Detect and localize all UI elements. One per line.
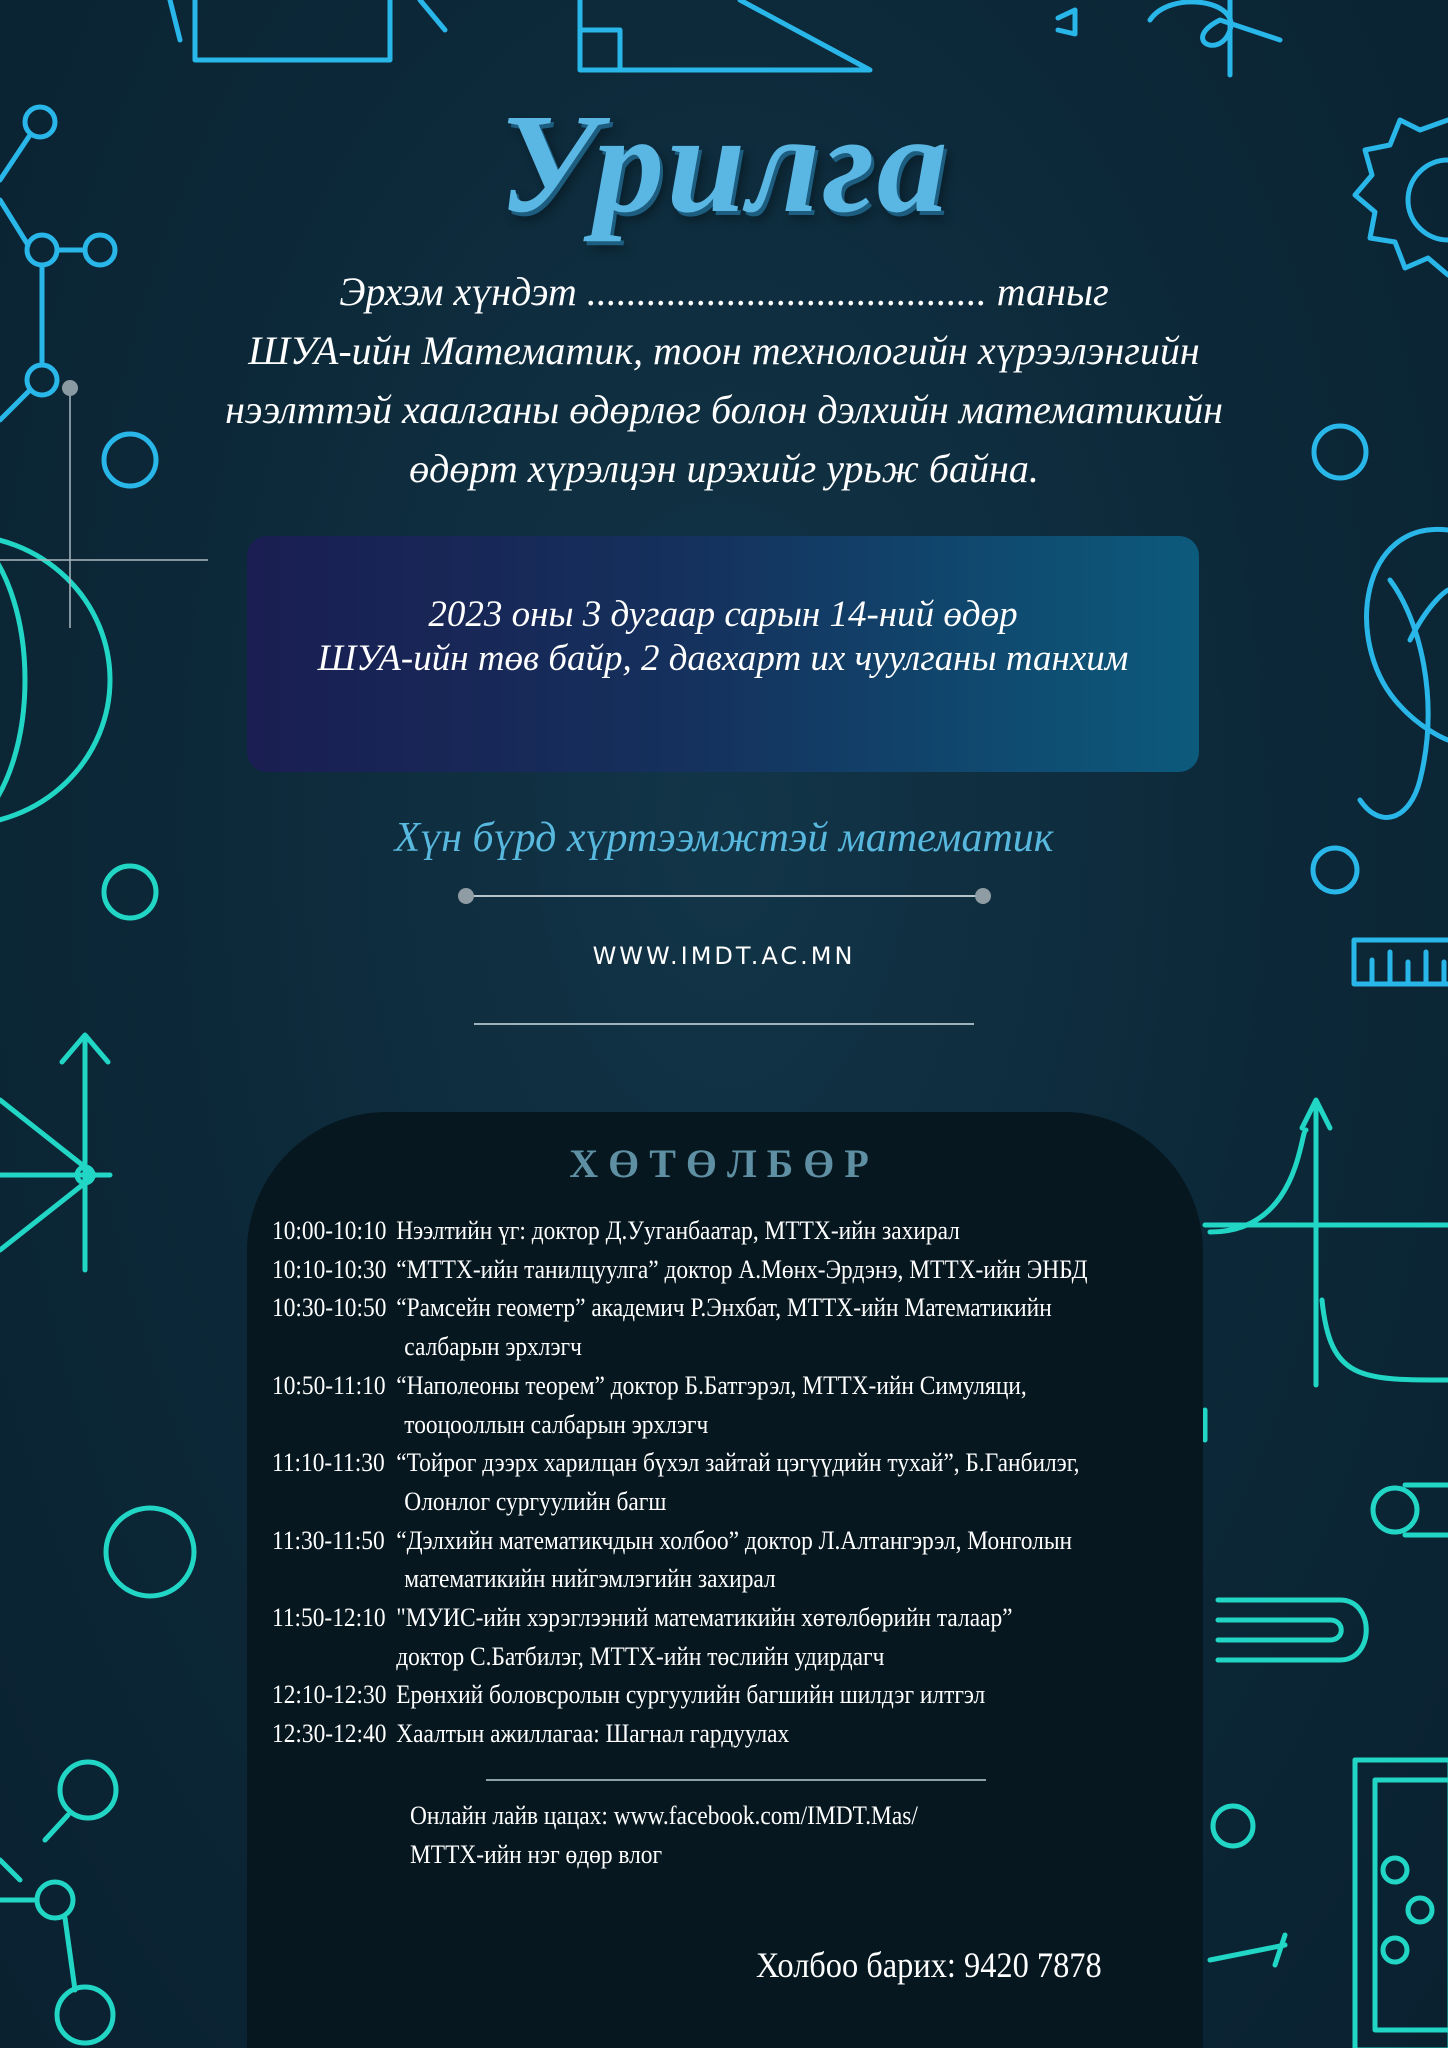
intro-line: нээлттэй хаалганы өдөрлөг болон дэлхийн математикийн <box>225 387 1223 432</box>
schedule-time: 11:50-12:10 <box>272 1603 386 1633</box>
schedule-row <box>272 1444 1118 1521</box>
schedule-row <box>272 1522 1118 1599</box>
squiggle-doodle <box>1150 2 1280 45</box>
schedule-description-cont: доктор С.Батбилэг, МТТХ-ийн төслийн удирдагч <box>396 1641 885 1671</box>
invitation-text <box>150 262 1298 498</box>
intro-line: Эрхэм хүндэт ........................................ таныг <box>339 269 1109 314</box>
contact-phone: Холбоо барих: 9420 7878 <box>756 1945 1102 1985</box>
schedule-description: “Тойрог дээрх харилцан бүхэл зайтай цэгүүдийн тухай”, Б.Ганбилэг, <box>396 1448 1080 1478</box>
schedule-description-cont: Олонлог сургуулийн багш <box>404 1486 667 1516</box>
schedule-time: 11:10-11:30 <box>272 1448 385 1478</box>
right-triangle-doodle <box>580 0 870 70</box>
schedule-row <box>272 1212 1118 1251</box>
schedule-time: 10:10-10:30 <box>272 1254 387 1284</box>
event-date: 2023 оны 3 дугаар сарын 14-ний өдөр <box>428 594 1018 635</box>
schedule-description-cont: салбарын эрхлэгч <box>404 1332 582 1362</box>
schedule-row <box>272 1599 1118 1676</box>
schedule-row <box>272 1251 1118 1290</box>
schedule-time: 12:30-12:40 <box>272 1719 387 1749</box>
schedule-description: “МТТХ-ийн танилцуулга” доктор А.Мөнх-Эрдэнэ, МТТХ-ийн ЭНБД <box>396 1254 1088 1284</box>
event-venue: ШУА-ийн төв байр, 2 давхарт их чуулганы танхим <box>317 638 1129 679</box>
live-stream-link[interactable]: Онлайн лайв цацах: www.facebook.com/IMDT.Mas/ <box>410 1801 918 1830</box>
schedule-description-cont: математикийн нийгэмлэгийн захирал <box>404 1564 776 1594</box>
vlog-note: МТТХ-ийн нэг өдөр влог <box>410 1839 663 1869</box>
schedule-description: “Дэлхийн математикчдын холбоо” доктор Л.Алтангэрэл, Монголын <box>396 1525 1073 1555</box>
intro-line: өдөрт хүрэлцэн ирэхийг урьж байна. <box>409 446 1039 491</box>
circle-doodle <box>104 434 156 486</box>
schedule-time: 12:10-12:30 <box>272 1680 387 1710</box>
schedule-description: “Наполеоны теорем” доктор Б.Батгэрэл, МТТХ-ийн Симуляци, <box>396 1370 1027 1400</box>
schedule-description: "МУИС-ийн хэрэглээний математикийн хөтөлбөрийн талаар” <box>396 1603 1013 1633</box>
frame-doodle <box>1355 1760 1448 2048</box>
atom-icon <box>1367 529 1448 740</box>
tagline: Хүн бүрд хүртээмжтэй математик <box>394 815 1054 861</box>
schedule-time: 10:00-10:10 <box>272 1216 387 1245</box>
divider-line <box>474 1023 974 1025</box>
box-doodle <box>195 0 390 60</box>
program-divider <box>486 1779 986 1781</box>
schedule-row <box>272 1289 1118 1366</box>
dotted-divider <box>457 885 992 907</box>
schedule-description-cont: тооцооллын салбарын эрхлэгч <box>404 1409 709 1439</box>
website-link[interactable]: WWW.IMDT.AC.MN <box>592 942 856 970</box>
schedule-row <box>272 1676 1118 1715</box>
schedule-row <box>272 1715 1118 1754</box>
footer-notes <box>410 1797 918 1874</box>
schedule-time: 11:30-11:50 <box>272 1525 385 1555</box>
page-title: Урилга <box>498 84 950 242</box>
schedule-time: 10:50-11:10 <box>272 1370 386 1400</box>
capsule-doodle <box>1218 1600 1366 1660</box>
intro-line: ШУА-ийн Математик, тоон технологийн хүрээлэнгийн <box>248 328 1200 373</box>
schedule-description: Хаалтын ажиллагаа: Шагнал гардуулах <box>396 1719 790 1749</box>
ellipse-doodle <box>0 535 110 825</box>
schedule-list <box>272 1212 1118 1754</box>
schedule-description: Нээлтийн үг: доктор Д.Ууганбаатар, МТТХ-ийн захирал <box>396 1216 960 1245</box>
program-title: ХӨТӨЛБӨР <box>569 1141 879 1186</box>
event-details-box <box>247 536 1199 772</box>
schedule-time: 10:30-10:50 <box>272 1293 387 1323</box>
schedule-description: Ерөнхий боловсролын сургуулийн багшийн шилдэг илтгэл <box>396 1680 986 1710</box>
schedule-row <box>272 1367 1118 1444</box>
schedule-description: “Рамсейн геометр” академич Р.Энхбат, МТТХ-ийн Математикийн <box>396 1293 1052 1323</box>
